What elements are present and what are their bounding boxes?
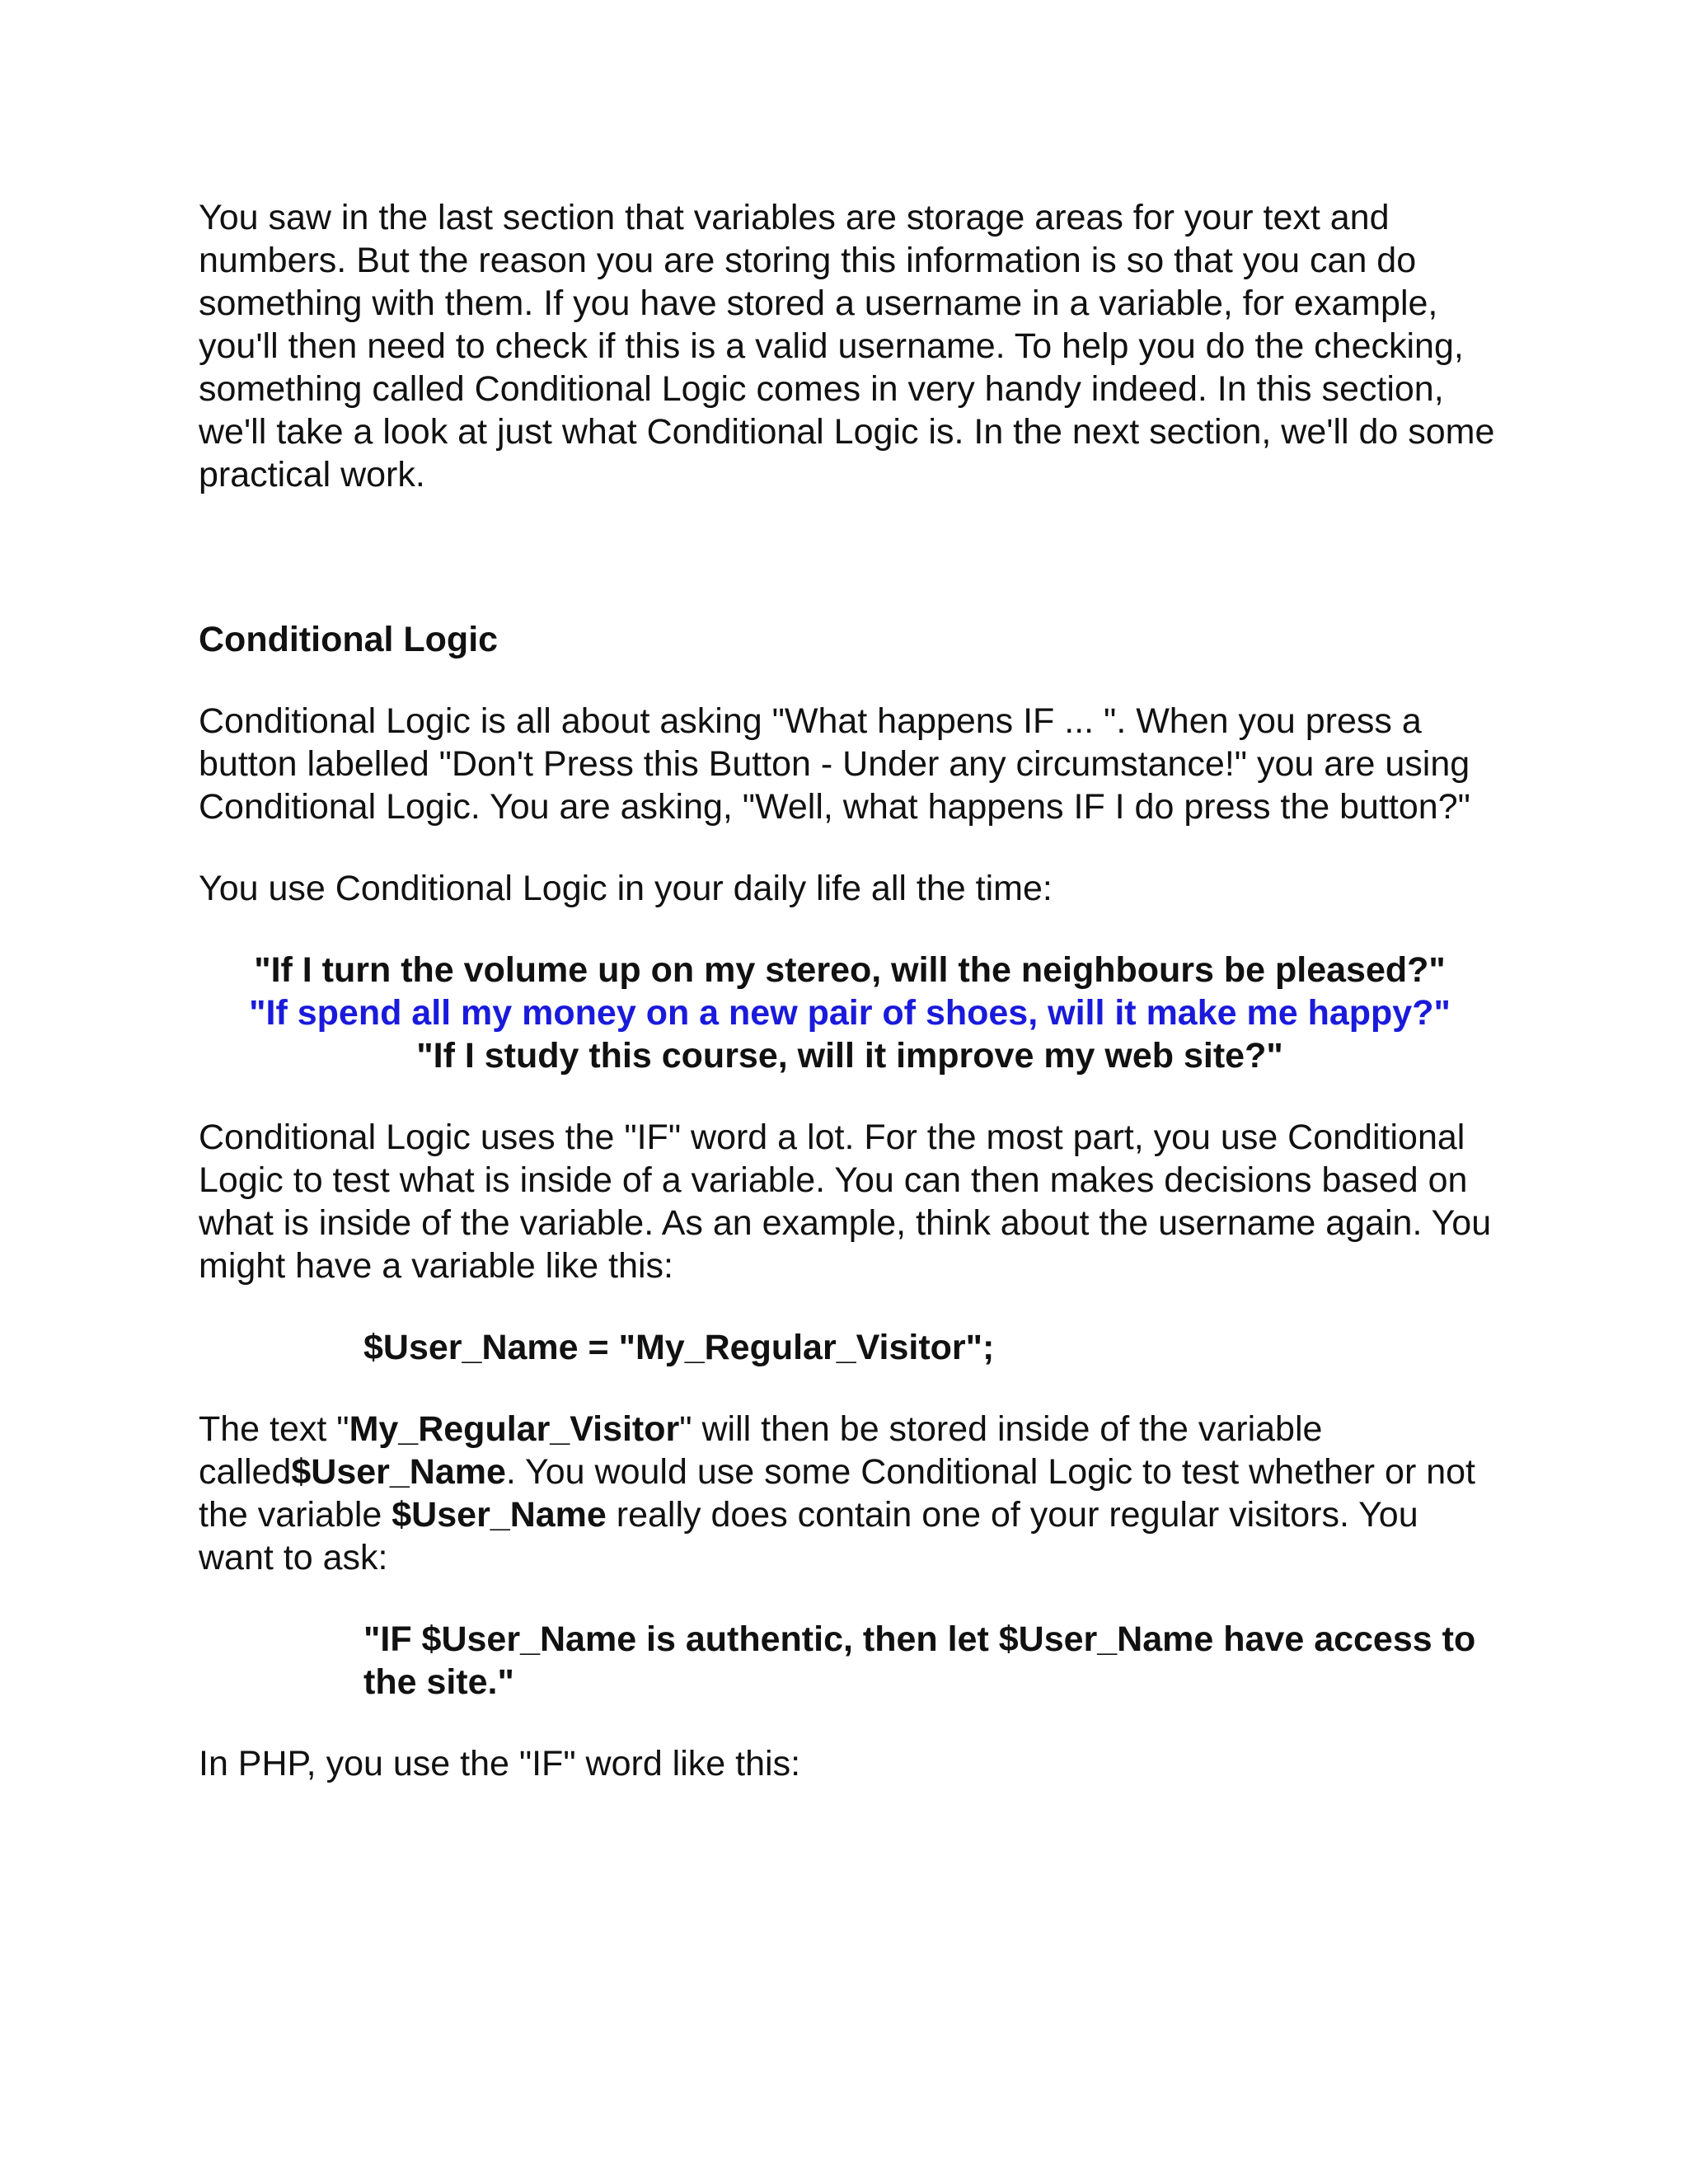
question-course: "If I study this course, will it improve my web site?" xyxy=(416,1036,1283,1076)
paragraph-php-if: In PHP, you use the "IF" word like this: xyxy=(199,1744,801,1783)
section-heading: Conditional Logic xyxy=(199,620,499,659)
para4-bold-value: My_Regular_Visitor xyxy=(349,1409,680,1449)
para4-text-4: really does contain one of your regular visitors. You want to ask: xyxy=(199,1495,1418,1577)
paragraph-daily-life: You use Conditional Logic in your daily life all the time: xyxy=(199,869,1053,908)
paragraph-conditional-logic: Conditional Logic is all about asking "What happens IF ... ". When you press a button labelled "Don't Press this Button - Under any circumstance!" you are using Conditional Logic. You are asking, "Well, what happens IF I do press the button?" xyxy=(199,701,1470,827)
para4-text-3: . You would use some Conditional Logic to test whether or not the variable xyxy=(199,1452,1475,1535)
para4-bold-variable-2: $User_Name xyxy=(392,1495,607,1535)
paragraph-if-word: Conditional Logic uses the "IF" word a lot. For the most part, you use Conditional Logic to test what is inside of a variable. You can then makes decisions based on what is inside of the variable. As an example, think about the username again. You might have a variable like this: xyxy=(199,1118,1492,1286)
question-shoes: "If spend all my money on a new pair of shoes, will it make me happy?" xyxy=(249,993,1451,1033)
intro-paragraph: You saw in the last section that variables are storage areas for your text and numbers. But the reason you are storing this information is so that you can do something with them. If you have stored a username in a variable, for example, you'll then need to check if this is a valid username. To help you do the checking, something called Conditional Logic comes in very handy indeed. In this section, we'll take a look at just what Conditional Logic is. In the next section, we'll do some practical work. xyxy=(199,198,1495,494)
example-questions xyxy=(199,949,1501,1077)
code-variable-assignment: $User_Name = "My_Regular_Visitor"; xyxy=(363,1328,995,1367)
para4-bold-variable-1: $User_Name xyxy=(291,1452,506,1492)
question-stereo: "If I turn the volume up on my stereo, will the neighbours be pleased?" xyxy=(254,950,1446,990)
para4-text-2: " will then be stored inside of the variable called xyxy=(199,1409,1323,1492)
para4-text-1: The text " xyxy=(199,1409,349,1449)
code-authentic-question: "IF $User_Name is authentic, then let $User_Name have access to the site." xyxy=(363,1619,1476,1702)
paragraph-stored-text xyxy=(199,1408,1501,1579)
document-page xyxy=(199,196,1501,1824)
